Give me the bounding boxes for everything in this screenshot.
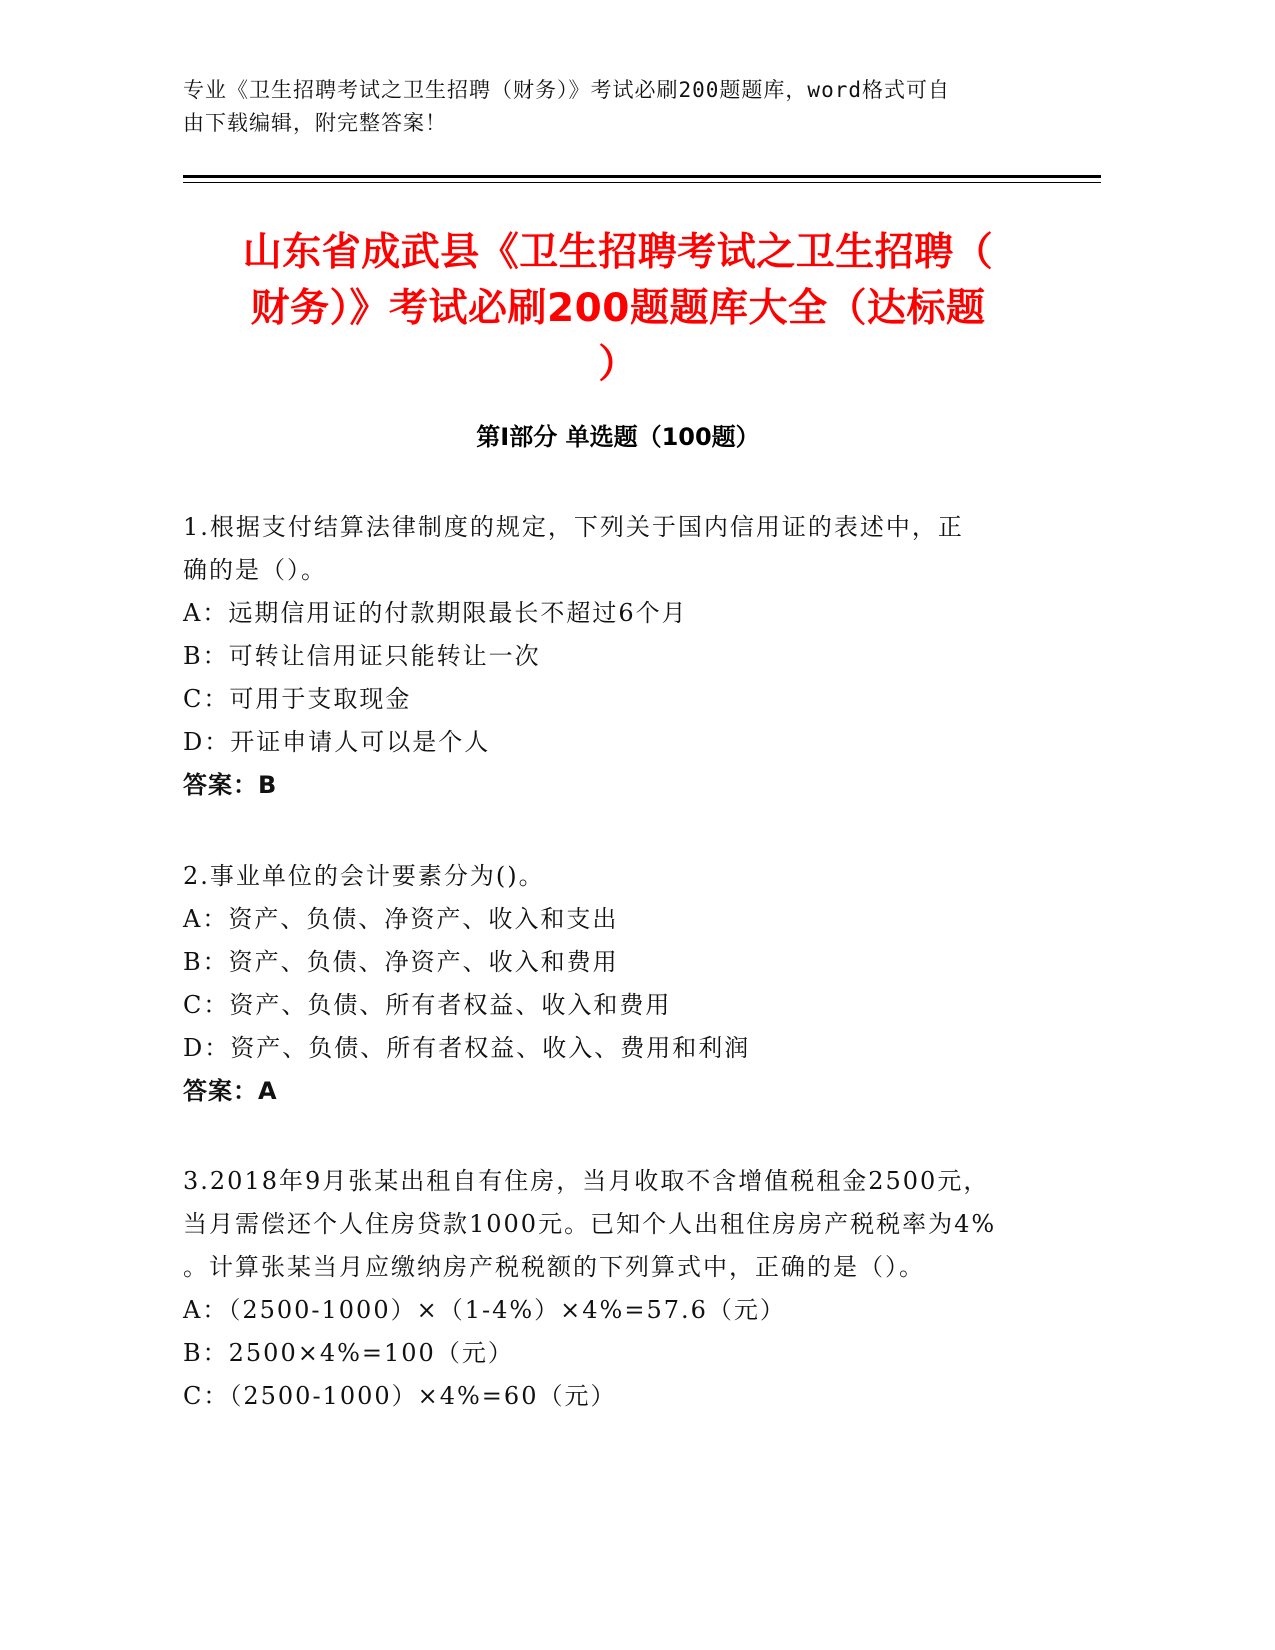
question-stem: 当月需偿还个人住房贷款1000元。已知个人出租住房房产税税率为4% <box>183 1210 997 1238</box>
option-b: B：可转让信用证只能转让一次 <box>183 642 541 670</box>
question-stem: 确的是（）。 <box>183 556 327 584</box>
answer-line: 答案：A <box>183 1077 278 1105</box>
header-note <box>183 74 1083 140</box>
title-line: 财务）》考试必刷200题题库大全（达标题 <box>250 286 986 331</box>
option-a: A：（2500-1000）×（1-4%）×4%=57.6（元） <box>183 1296 786 1324</box>
title-line: 山东省成武县《卫生招聘考试之卫生招聘（ <box>242 230 994 275</box>
section-heading: 第I部分 单选题（100题） <box>476 423 760 451</box>
header-divider-thin <box>183 182 1101 183</box>
option-c: C：可用于支取现金 <box>183 685 412 713</box>
title-line: ） <box>598 342 638 387</box>
question-block <box>183 506 1083 807</box>
option-c: C：（2500-1000）×4%=60（元） <box>183 1382 617 1410</box>
option-d: D：资产、负债、所有者权益、收入、费用和利润 <box>183 1034 751 1062</box>
answer-line: 答案：B <box>183 771 278 799</box>
option-a: A：资产、负债、净资产、收入和支出 <box>183 905 619 933</box>
question-block <box>183 855 1083 1113</box>
header-divider-thick <box>183 175 1101 178</box>
header-note-line: 由下载编辑，附完整答案！ <box>183 111 447 135</box>
question-stem: 3.2018年9月张某出租自有住房，当月收取不含增值税租金2500元， <box>183 1167 990 1195</box>
option-b: B：资产、负债、净资产、收入和费用 <box>183 948 619 976</box>
question-stem: 。计算张某当月应缴纳房产税税额的下列算式中，正确的是（）。 <box>183 1253 925 1281</box>
option-d: D：开证申请人可以是个人 <box>183 728 491 756</box>
option-a: A：远期信用证的付款期限最长不超过6个月 <box>183 599 688 627</box>
document-title <box>183 225 1053 393</box>
question-block <box>183 1160 1083 1418</box>
question-stem: 2.事业单位的会计要素分为()。 <box>183 862 545 890</box>
option-b: B：2500×4%=100（元） <box>183 1339 514 1367</box>
option-c: C：资产、负债、所有者权益、收入和费用 <box>183 991 672 1019</box>
header-note-line: 专业《卫生招聘考试之卫生招聘（财务）》考试必刷200题题库，word格式可自 <box>183 78 950 102</box>
question-stem: 1.根据支付结算法律制度的规定，下列关于国内信用证的表述中，正 <box>183 513 964 541</box>
